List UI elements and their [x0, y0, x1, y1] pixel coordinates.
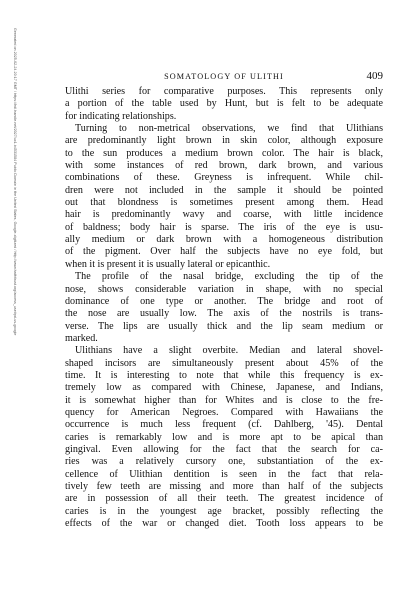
text-line: the nose are usually low. The axis of the nostrils is trans- [65, 308, 383, 320]
text-line: dren were not included in the sample it should be pointed [65, 184, 383, 196]
text-line: shaped incisors are simultaneously present about 45% of the [65, 357, 383, 369]
text-line: to the sun produces a medium brown color. The hair is black, [65, 147, 383, 159]
text-line: of baldness; body hair is sparse. The iris of the eye is usu- [65, 221, 383, 233]
text-line: caries is remarkably low and is more apt to be apical than [65, 431, 383, 443]
text-line: occurrence is much less frequent (cf. Dahlberg, '45). Dental [65, 419, 383, 431]
text-line: Ulithians have a slight overbite. Median and lateral shovel- [75, 345, 383, 357]
text-line: time. It is interesting to note that while this frequency is ex- [65, 369, 383, 381]
text-line: quency for American Negroes. Compared with Hawaiians the [65, 406, 383, 418]
text-line: out that blondness is sometimes present among them. Head [65, 197, 383, 209]
text-line: Ulithi series for comparative purposes. This represents only [65, 86, 383, 97]
text-line: tremely low as compared with Chinese, Japanese, and Indians, [65, 382, 383, 394]
text-line: effects of the war or changed diet. Tooth loss appears to be [65, 518, 383, 530]
text-line: marked. [65, 332, 98, 344]
text-line: for indicating relationships. [65, 110, 177, 122]
text-line: with some instances of red brown, dark brown, and various [65, 160, 383, 172]
text-line: verse. The lips are usually thick and the lip seam medium or [65, 320, 383, 332]
text-line: combinations of these. Greyness is infrequent. While chil- [65, 172, 383, 184]
page-header [65, 70, 383, 86]
text-line: hair is predominantly wavy and coarse, with little incidence [65, 209, 383, 221]
text-line: ally medium or dark brown with a homogeneous distribution [65, 234, 383, 246]
page-number: 409 [366, 70, 383, 82]
text-line: when it is present it is usually lateral or epicanthic. [65, 258, 271, 270]
text-line: are predominantly light brown in skin color, although exposure [65, 135, 383, 147]
text-line: dominance of one type or another. The bridge and root of [65, 295, 383, 307]
text-line: tively few teeth are missing and more than half of the subjects [65, 481, 383, 492]
running-head: SOMATOLOGY OF ULITHI [164, 72, 284, 81]
side-margin-note [5, 28, 17, 568]
text-line: caries is in the youngest age bracket, possibly reflecting the [65, 505, 383, 517]
text-line: The profile of the nasal bridge, excluding the tip of the [75, 271, 383, 283]
text-line: it is somewhat higher than for Whites and is close to the fre- [65, 394, 383, 406]
text-line: ries was a relatively cursory one, substantiation of the ex- [65, 456, 383, 468]
text-line: are in possession of all their teeth. The greatest incidence of [65, 493, 383, 505]
text-line: cellence of Ulithian dentition is seen in the fact that rela- [65, 468, 383, 480]
text-line: gingival. Even allowing for the fact that the search for ca- [65, 443, 383, 455]
text-line: a portion of the table used by Hunt, but is felt to be adequate [65, 98, 383, 110]
side-margin-note-text: Generated on 2025-02-24 20:17 GMT / https://hdl.handle.net/2027/uc1.b4531584 Public Domain in the United States, Google-digitized / http://www.hathitrust.org/access_use#pd-us-google [13, 28, 17, 336]
text-line: Turning to non-metrical observations, we find that Ulithians [75, 123, 383, 135]
body-text [65, 86, 383, 530]
text-line: of the pigment. Over half the subjects have no eye fold, but [65, 246, 383, 258]
text-line: nose, shows considerable variation in shape, with no special [65, 283, 383, 295]
